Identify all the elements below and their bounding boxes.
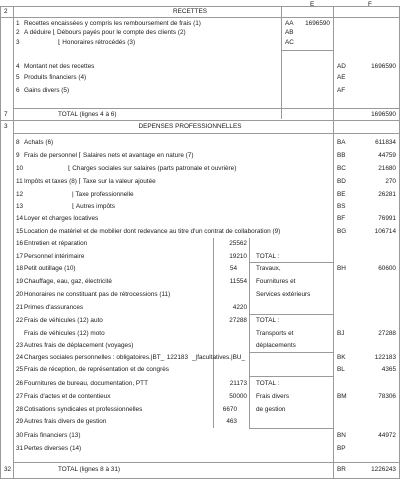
group-label-travaux: Travaux, (256, 265, 281, 272)
row-label: ⌊ Honoraires rétrocédés (3) (58, 39, 136, 46)
amount-f-cell: 60600 (378, 265, 396, 272)
row-label: Honoraires ne constituant pas de rétrocessions (11) (24, 291, 171, 298)
amount-f-cell: 44972 (378, 432, 396, 439)
row-number: 25 (16, 366, 24, 373)
row-label: Impôts et taxes (8) ⌈ Taxe sur la valeur ajoutée (24, 178, 156, 185)
row-number: 20 (16, 291, 24, 298)
row-number: 13 (16, 203, 24, 210)
row-label: Frais financiers (13) (24, 432, 81, 439)
total-label: TOTAL (lignes 8 à 31) (58, 466, 121, 473)
detail-col-divider-right (249, 238, 250, 428)
amount-f-cell: 27288 (378, 330, 396, 337)
row-label: Recettes encaissées y compris les remboursement de frais (1) (24, 20, 201, 27)
row-number: 12 (16, 191, 24, 198)
row-number: 18 (16, 265, 24, 272)
row-number: 3 (16, 39, 20, 46)
row-number: 30 (16, 432, 24, 439)
row-code: BA (337, 139, 346, 146)
detail-amount: 463 (226, 418, 237, 425)
amount-f-cell: 76991 (378, 215, 396, 222)
row-number: 8 (16, 139, 20, 146)
row-code: BF (337, 215, 346, 222)
row-number: 5 (16, 74, 20, 81)
detail-amount: 54 (229, 265, 237, 272)
row-number: 29 (16, 418, 24, 425)
amount-e-cell: 1696590 (305, 20, 330, 27)
total-amount: 1696590 (371, 111, 396, 118)
row-number: 1 (16, 20, 20, 27)
header-rule (13, 133, 400, 134)
row-label: Gains divers (5) (24, 87, 70, 94)
row-label: Frais d'actes et de contentieux (24, 393, 111, 400)
total-label: TOTAL (lignes 4 à 6) (58, 111, 117, 118)
row-label: ⌊ Autres impôts (72, 203, 115, 210)
row-label: Location de matériel et de mobilier dont redevance au titre d'un contrat de collaboration (9) (24, 228, 281, 235)
row-label: Personnel intérimaire (24, 253, 85, 260)
row-number: 24 (16, 354, 24, 361)
row-label: Autres frais de déplacement (voyages) (24, 342, 134, 349)
row-number: 28 (16, 406, 24, 413)
row-number: 14 (16, 215, 24, 222)
section-number: 3 (4, 123, 8, 130)
row-number: 21 (16, 304, 24, 311)
row-code: BE (337, 191, 346, 198)
row-label: Montant net des recettes (24, 63, 95, 70)
detail-amount: 122183 (166, 354, 188, 361)
row-code: BS (337, 203, 346, 210)
row-label: Frais de personnel ⌈ Salaires nets et avantage en nature (7) (24, 152, 194, 159)
row-code: AC (285, 39, 294, 46)
column-header-f: F (368, 1, 372, 8)
row-number-divider (13, 6, 14, 479)
row-number: 15 (16, 228, 24, 235)
detail-amount: 27288 (229, 317, 247, 324)
amount-f-cell: 4365 (381, 366, 396, 373)
group-label-travaux: Fournitures et (256, 278, 296, 285)
detail-amount: 6670 (222, 406, 237, 413)
row-code: BG (337, 228, 347, 235)
group-total-label: TOTAL : (256, 380, 280, 387)
row-number: 4 (16, 63, 20, 70)
row-number: 19 (16, 278, 24, 285)
total-rule (13, 108, 400, 109)
row-code: BP (337, 445, 346, 452)
row-code: BJ (337, 330, 345, 337)
row-number: 10 (16, 165, 24, 172)
row-code: BR (337, 466, 346, 473)
row-label: A déduire ⌊ Débours payés pour le compte des clients (2) (24, 29, 186, 36)
amount-f-cell: 611834 (375, 139, 396, 146)
row-number: 11 (16, 178, 23, 185)
total-rule (13, 462, 400, 463)
row-label: | Taxe professionnelle (72, 191, 134, 198)
row-number: 6 (16, 87, 20, 94)
row-label: Primes d'assurances (24, 304, 84, 311)
row-label: Frais de véhicules (12) moto (24, 330, 105, 337)
detail-amount: 4220 (232, 304, 247, 311)
row-code: AB (285, 29, 294, 36)
row-number: 2 (16, 29, 20, 36)
amount-f-cell: 26281 (378, 191, 396, 198)
code-col-divider-top (281, 6, 282, 119)
row-label: Produits financiers (4) (24, 74, 87, 81)
group-label-transports: déplacements (256, 342, 296, 349)
row-label: Fournitures de bureau, documentation, PTT (24, 380, 148, 387)
group-rule (249, 428, 333, 429)
section-rule (0, 120, 400, 121)
code-box-rule (281, 50, 333, 51)
amount-f-cell: 1696590 (371, 63, 396, 70)
row-code: AD (337, 63, 346, 70)
group-rule (249, 314, 333, 315)
row-code: BH (337, 265, 346, 272)
amount-f-cell: 78306 (378, 393, 396, 400)
row-label: Autres frais divers de gestion (24, 418, 107, 425)
row-number: 32 (4, 466, 12, 473)
amount-col-divider (333, 6, 334, 479)
row-label: Frais de véhicules (12) auto (24, 317, 103, 324)
row-number: 9 (16, 152, 20, 159)
column-header-e: E (310, 1, 315, 8)
group-label-frais-divers: de gestion (256, 406, 286, 413)
row-code: AF (337, 87, 346, 94)
row-number: 17 (16, 253, 24, 260)
section-title-depenses: DEPENSES PROFESSIONNELLES (138, 123, 242, 130)
group-label-travaux: Services extérieurs (256, 291, 311, 298)
section-title-recettes: RECETTES (172, 8, 208, 15)
row-number: 7 (4, 111, 8, 118)
detail-amount: 25562 (229, 240, 247, 247)
row-label: Entretien et réparation (24, 240, 88, 247)
row-label: Chauffage, eau, gaz, électricité (24, 278, 112, 285)
amount-f-cell: 44759 (378, 152, 396, 159)
amount-f-cell: 21680 (378, 165, 396, 172)
row-label: Cotisations syndicales et professionnelles (24, 406, 143, 413)
detail-amount: 50000 (229, 393, 247, 400)
row-label: Charges sociales personnelles : obligatoires.|BT_ (24, 354, 165, 361)
row-code: BD (337, 178, 346, 185)
row-label: Pertes diverses (14) (24, 445, 82, 452)
row-code: BN (337, 432, 346, 439)
row-code: BL (337, 366, 345, 373)
group-total-label: TOTAL : (256, 317, 280, 324)
row-code: BK (337, 354, 346, 361)
row-label: Achats (6) (24, 139, 54, 146)
detail-amount: 21173 (229, 380, 247, 387)
row-code: AE (337, 74, 346, 81)
group-total-label: TOTAL : (256, 253, 280, 260)
row-label: ⌊ Charges sociales sur salaires (parts patronale et ouvrière) (68, 165, 237, 172)
row-number: 16 (16, 240, 24, 247)
group-label-transports: Transports et (256, 330, 294, 337)
amount-f-cell: 270 (385, 178, 396, 185)
row-code: AA (285, 20, 294, 27)
row-number: 27 (16, 393, 24, 400)
detail-amount: 19210 (229, 253, 247, 260)
row-code: BM (337, 393, 347, 400)
row-label-facultatives: _|facultatives.|BU_ (192, 354, 246, 361)
amount-f-cell: 122183 (374, 354, 396, 361)
row-label: Frais de réception, de représentation et de congrès (24, 366, 169, 373)
row-number: 23 (16, 342, 24, 349)
amount-f-cell: 106714 (374, 228, 396, 235)
section-number: 2 (4, 8, 8, 15)
row-label: Loyer et charges locatives (24, 215, 99, 222)
row-code: BB (337, 152, 346, 159)
row-number: 26 (16, 380, 24, 387)
row-label: Petit outillage (10) (24, 265, 76, 272)
total-amount: 1226243 (371, 466, 396, 473)
row-number: 22 (16, 317, 24, 324)
row-number: 31 (16, 445, 24, 452)
group-rule (249, 262, 333, 263)
detail-amount: 11554 (229, 278, 247, 285)
row-code: BC (337, 165, 346, 172)
group-rule (249, 376, 333, 377)
header-rule (0, 17, 400, 18)
group-label-frais-divers: Frais divers (256, 393, 290, 400)
group-rule (249, 352, 333, 353)
